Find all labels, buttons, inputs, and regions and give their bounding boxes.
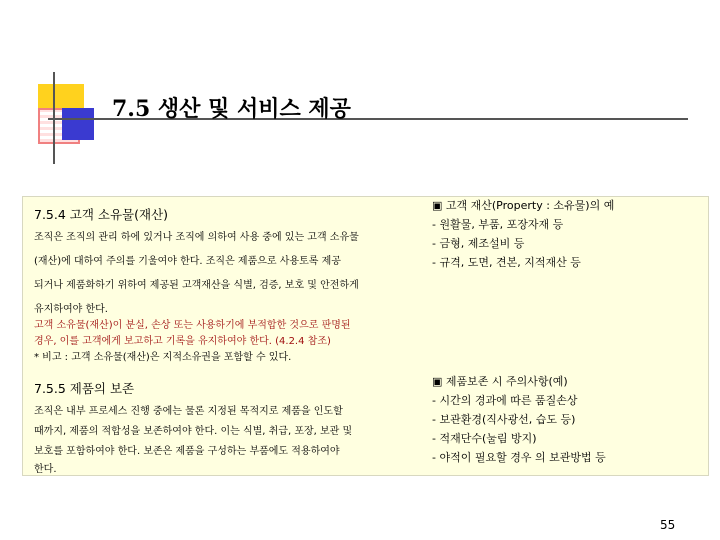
section-754-red-line: 경우, 이를 고객에게 보고하고 기록을 유지하여야 한다. (4.2.4 참조) (34, 336, 331, 347)
preservation-note-item: - 적재단수(눌림 방지) (432, 432, 537, 445)
preservation-note-item: - 보관환경(직사광선, 습도 등) (432, 413, 576, 426)
property-example-item: - 금형, 제조설비 등 (432, 237, 525, 250)
property-examples-heading: ▣ 고객 재산(Property : 소유물)의 예 (432, 199, 615, 212)
section-754-line: (재산)에 대하여 주의를 기울여야 한다. 조직은 제품으로 사용토록 제공 (34, 256, 341, 267)
section-755-line: 때까지, 제품의 적합성을 보존하여야 한다. 이는 식별, 취급, 포장, 보관 및 (34, 426, 353, 437)
page-number: 55 (660, 518, 676, 532)
property-example-item: - 규격, 도면, 견본, 지적재산 등 (432, 256, 581, 269)
decor-blue-square (62, 108, 94, 140)
section-755-line: 한다. (34, 464, 57, 475)
preservation-note-item: - 시간의 경과에 따른 품질손상 (432, 394, 578, 407)
preservation-notes-heading: ▣ 제품보존 시 주의사항(예) (432, 375, 568, 388)
property-example-item: - 원활물, 부품, 포장자재 등 (432, 218, 564, 231)
preservation-note-item: - 야적이 필요할 경우 의 보관방법 등 (432, 451, 606, 464)
section-754-red-line: 고객 소유물(재산)이 분실, 손상 또는 사용하기에 부적합한 것으로 판명된 (34, 320, 351, 331)
section-754-line: 조직은 조직의 관리 하에 있거나 조직에 의하여 사용 중에 있는 고객 소유물 (34, 232, 359, 243)
section-755-line: 보호를 포함하여야 한다. 보존은 제품을 구성하는 부품에도 적용하여야 (34, 446, 340, 457)
section-754-note: * 비고 : 고객 소유물(재산)은 지적소유권을 포함할 수 있다. (34, 352, 292, 363)
slide-title: 7.5 생산 및 서비스 제공 (112, 96, 351, 122)
section-755-line: 조직은 내부 프로세스 진행 중에는 물론 지정된 목적지로 제품을 인도할 (34, 406, 343, 417)
section-754-line: 유지하여야 한다. (34, 304, 108, 315)
section-755-heading: 7.5.5 제품의 보존 (34, 381, 135, 396)
section-754-heading: 7.5.4 고객 소유물(재산) (34, 207, 169, 222)
section-754-line: 되거나 제품화하기 위하여 제공된 고객재산을 식별, 검증, 보호 및 안전하게 (34, 280, 359, 291)
